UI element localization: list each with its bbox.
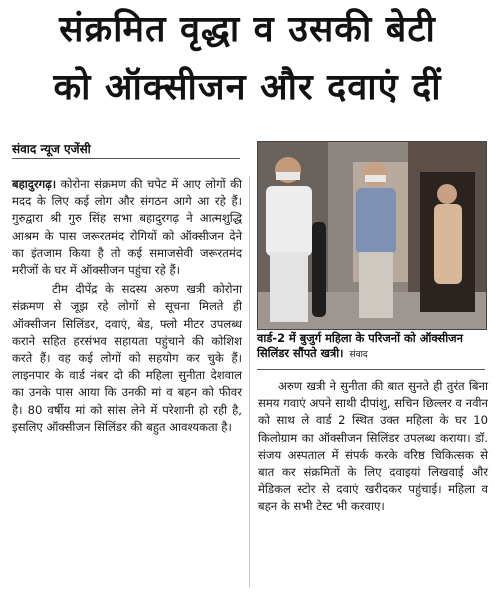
article-body-left [12,176,242,438]
paragraph-1-text: कोरोना संक्रमण की चपेट में आए लोगों की मदद के लिए कई लोग और संगठन आगे आ रहे हैं। गुरुद्वारा श्री गुरु सिंह सभा बहादुरगढ़ ने आत्मशुद्धि आश्रम के पास जरूरतमंद रोगियों को ऑक्सीजन देने का इंतजाम किया है तो कई समाजसेवी जरूरतमंद मरीजों के घर में ऑक्सीजन पहुंचा रहे हैं। [12,177,243,278]
news-photo [257,141,487,330]
headline [0,4,495,114]
byline-rule [12,158,240,159]
column-divider [249,176,250,588]
photo-caption [257,331,485,363]
dateline: बहादुरगढ़। [12,177,57,191]
news-photo-illustration [258,142,486,329]
byline: संवाद न्यूज एजेंसी [12,142,91,156]
paragraph-3: अरुण खत्री ने सुनीता की बात सुनते ही तुरंत बिना समय गवाएं अपने साथी दीपांशु, सचिन छिल्लर व नवीन को साथ ले वार्ड 2 स्थित उक्त महिला के घर 10 किलोग्राम का ऑक्सीजन सिलिंडर उपलब्ध कराया। डॉ. संजय अस्पताल में संपर्क करके वरिष्ठ चिकित्सक से बात कर संक्रमितों के लिए दवाइयां लिखवाई और मेडिकल स्टोर से दवाएं खरीदकर पहुंचाई। महिला व बहन के सभी टेस्ट भी करवाए। [258,379,488,514]
headline-line-1: संक्रमित वृद्धा व उसकी बेटी [59,9,436,50]
paragraph-1 [12,176,242,279]
photo-credit: संवाद [349,350,368,360]
photo-caption-text: वार्ड-2 में बुजुर्ग महिला के परिजनों को ऑक्सीजन सिलिंडर सौंपते खत्री। [257,331,463,360]
paragraph-2: टीम दीपेंद्र के सदस्य अरुण खत्री कोरोना संक्रमण से जूझ रहे लोगों से सूचना मिलते ही ऑक्सीजन सिलिंडर, दवाएं, बेड, फ्लो मीटर उपलब्ध कराने सहित हरसंभव सहायता पहुंचाने की कोशिश करते हैं। वह कई लोगों को सहयोग कर चुके हैं। लाइनपार के वार्ड नंबर दो की महिला सुनीता देशवाल का उनके पास आया कि उनकी मां व बहन को फीवर है। 80 वर्षीय मां को सांस लेने में परेशानी हो रही है, इसलिए ऑक्सीजन सिलिंडर की बहुत आवश्यकता है। [12,282,242,434]
caption-rule [257,369,485,370]
headline-line-2: को ऑक्सीजन और दवाएं दीं [53,67,442,108]
article-body-right [258,378,488,518]
